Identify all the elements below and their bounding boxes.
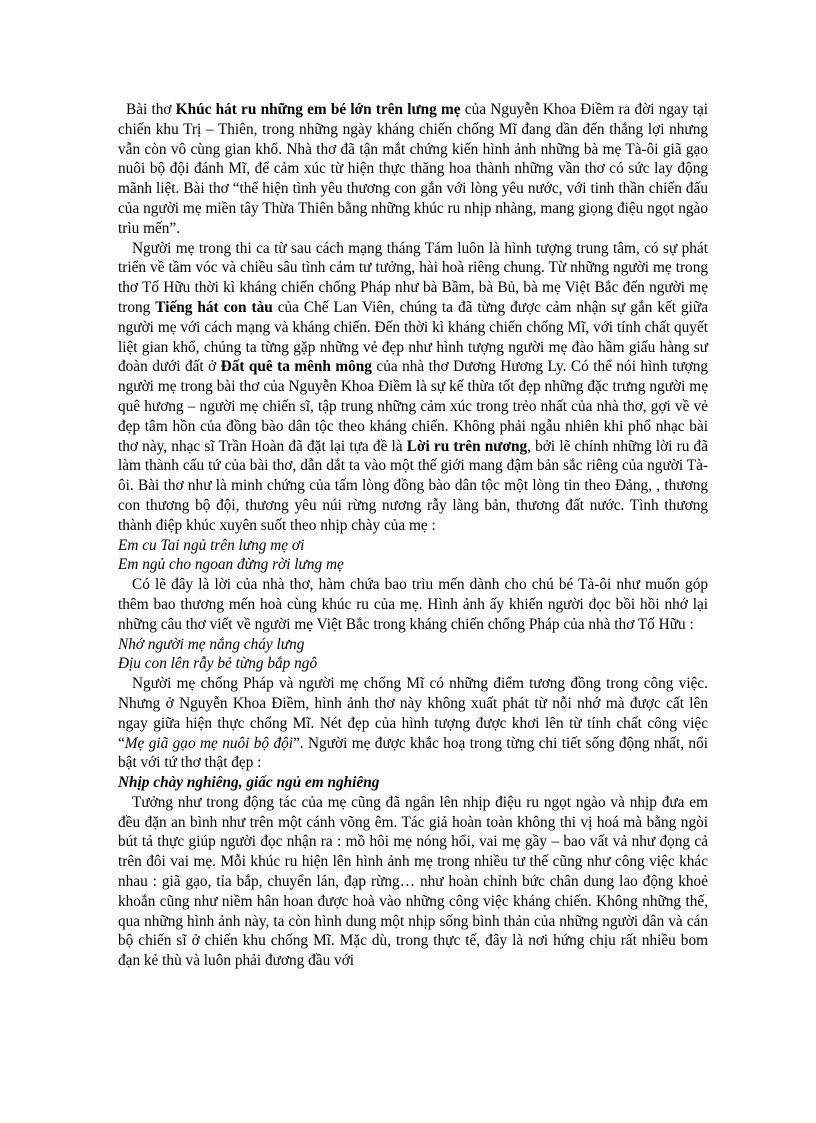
verse-line-bold (118, 773, 708, 793)
text-run: , bởi lẽ chính những lời ru đã làm thành cấu tứ của bài thơ, dẫn dắt ta vào một thế giới mang đậm bản sắc riêng của người Tà-ôi. Bài thơ như là minh chứng của tấm lòng đồng bào dân tộc một lòng tin theo Đảng, , thương con thương bộ đội, thương yêu núi rừng nương rẫy làng bản, thương đất nước. Tình thương thành điệp khúc xuyên suốt theo nhịp chày của mẹ : (118, 437, 708, 534)
verse-line: Em ngủ cho ngoan đừng rời lưng mẹ (118, 556, 344, 574)
song-title-bold: Lời ru trên nương (406, 437, 528, 455)
quoted-verse-italic: Mẹ giã gạo mẹ nuôi bộ đội (124, 734, 294, 752)
paragraph-intro (118, 100, 708, 239)
verse-text: Nhịp chày nghiêng, giấc ngủ em nghiêng (118, 774, 380, 792)
paragraph-work-nature (118, 674, 708, 773)
document-page (118, 100, 708, 971)
text-run: của Chế Lan Viên, chúng ta đã từng được cảm nhận sự gắn kết giữa người mẹ với cách mạng và kháng chiến. Đến thời kì kháng chiến chống Mĩ, với tính chất quyết liệt gian khổ, chúng ta từng gặp những vẻ đẹp như hình tượng người mẹ đào hầm giấu hàng sư đoàn dưới đất ở (118, 298, 708, 376)
text-run: Bài thơ (126, 101, 176, 118)
paragraph-comparison: Có lẽ đây là lời của nhà thơ, hàm chứa bao trìu mến dành cho chú bé Tà-ôi như muốn góp thêm bao thương mến hoà cùng khúc ru của mẹ. Hình ảnh ấy khiến người đọc bồi hồi nhớ lại những câu thơ viết về người mẹ Việt Bắc trong kháng chiến chống Pháp của nhà thơ Tố Hữu : (118, 576, 708, 633)
work-title-bold: Tiếng hát con tàu (155, 298, 273, 316)
paragraph-rhythm: Tưởng như trong động tác của mẹ cũng đã ngân lên nhịp điệu ru ngọt ngào và nhịp đưa em đều đặn an bình như trên một cánh võng êm. Tác giả hoàn toàn không thi vị hoá mà bằng ngòi bút tả thực giúp người đọc nhận ra : mồ hôi mẹ nóng hổi, vai mẹ gầy – bao vất vả như đọng cả trên đôi vai mẹ. Mỗi khúc ru hiện lên hình ảnh mẹ trong nhiều tư thế cũng như công việc khác nhau : giã gạo, tỉa bắp, chuyển lán, đạp rừng… như hoàn chỉnh bức chân dung lao động khoẻ khoắn cũng như niềm hân hoan được hoà vào những công việc kháng chiến. Không những thế, qua những hình ảnh này, ta còn hình dung một nhịp sống bình thản của những người dân và cán bộ chiến sĩ ở chiến khu chống Mĩ. Mặc dù, trong thực tế, đây là nơi hứng chịu rất nhiều bom đạn kẻ thù và luôn phải đương đầu với (118, 793, 708, 970)
poem-title-bold: Khúc hát ru những em bé lớn trên lưng mẹ (175, 101, 461, 118)
work-title-bold: Đất quê ta mênh mông (220, 358, 372, 376)
text-run: của Nguyễn Khoa Điềm ra đời ngay tại chiến khu Trị – Thiên, trong những ngày kháng chiến chống Mĩ đang dần đến thắng lợi nhưng vẫn còn vô cùng gian khổ. Nhà thơ đã tận mắt chứng kiến hình ảnh những bà mẹ Tà-ôi giã gạo nuôi bộ đội đánh Mĩ, để cảm xúc từ hiện thực thăng hoa thành những vần thơ có sức lay động mãnh liệt. Bài thơ “thể hiện tình yêu thương con gắn với lòng yêu nước, với tinh thần chiến đấu của người mẹ miền tây Thừa Thiên bằng những khúc ru nhịp nhàng, mang giọng điệu ngọt ngào trìu mến”. (118, 101, 709, 237)
verse-line: Địu con lên rẫy bẻ từng bắp ngô (118, 655, 318, 673)
verse-line: Em cu Tai ngủ trên lưng mẹ ơi (118, 536, 305, 554)
text-run: Người mẹ trong thi ca từ sau cách mạng tháng Tám luôn là hình tượng trung tâm, có sự phát triển về tầm vóc và chiều sâu tình cảm tư tưởng, hài hoà riêng chung. Từ những người mẹ trong thơ Tố Hữu thời kì kháng chiến chống Pháp như bà Bầm, bà Bủ, bà mẹ Việt Bắc đến người mẹ trong (118, 239, 708, 316)
text-run: của nhà thơ Dương Hương Ly. Có thể nói hình tượng người mẹ trong bài thơ của Nguyễn Khoa Điềm là sự kế thừa tốt đẹp những đặc trưng người mẹ quê hương – người mẹ chiến sĩ, tập trung những cảm xúc trong trẻo nhất của nhà thơ, gợi về vẻ đẹp tâm hồn của đồng bào dân tộc theo kháng chiến. Không phải ngẫu nhiên khi phổ nhạc bài thơ này, nhạc sĩ Trần Hoàn đã đặt lại tựa đề là (118, 358, 708, 455)
paragraph-mother-image (118, 239, 708, 536)
text-run: ”. Người mẹ được khắc hoạ trong từng chi tiết sống động nhất, nổi bật với tứ thơ thật đẹp : (118, 734, 708, 772)
text-run: Người mẹ chống Pháp và người mẹ chống Mĩ có những điểm tương đồng trong công việc. Nhưng ở Nguyễn Khoa Điềm, hình ảnh thơ này không xuất phát từ nỗi nhớ mà được cất lên ngay giữa hiện thực chống Mĩ. Nét đẹp của hình tượng được khơi lên từ tính chất công việc “ (118, 675, 708, 752)
verse-line: Nhớ người mẹ nắng cháy lưng (118, 635, 305, 653)
